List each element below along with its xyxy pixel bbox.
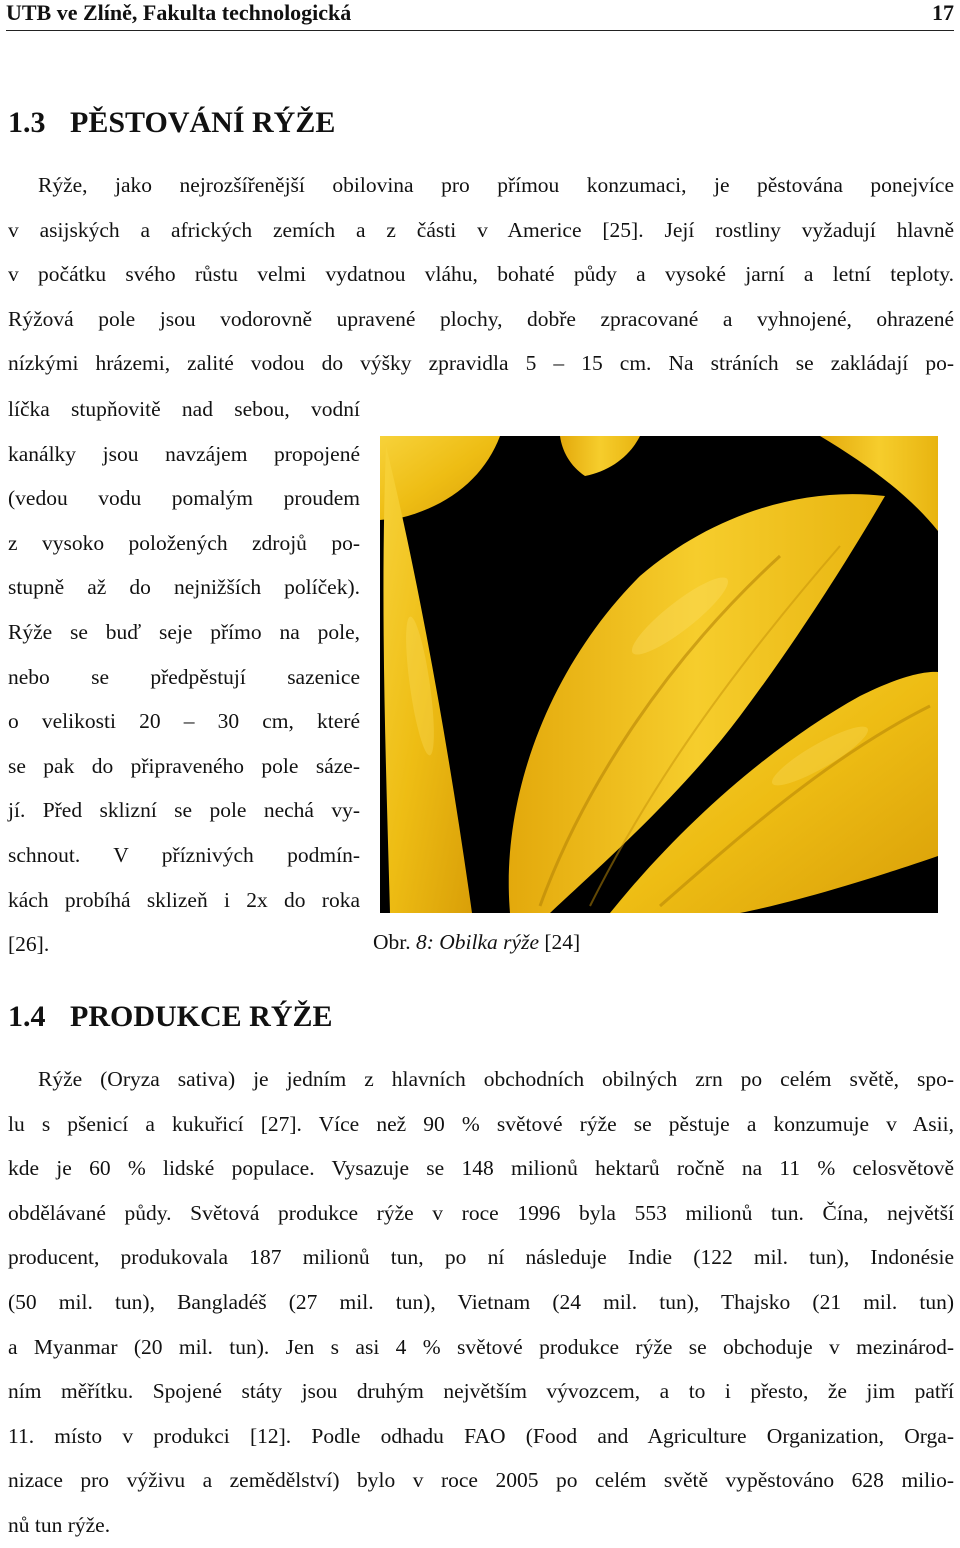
caption-reference: [24] — [544, 930, 581, 954]
text-line: v asijských a afrických zemích a z části v Americe [25]. Její rostliny vyžadují hlavně — [8, 217, 954, 242]
rice-grain-figure — [380, 436, 938, 913]
text-line: v počátku svého růstu velmi vydatnou vláhu, bohaté půdy a vysoké jarní a letní teploty. — [8, 262, 954, 287]
page-header — [6, 0, 954, 31]
text-line: jí. Před sklizní se pole nechá vy- — [8, 798, 360, 823]
section-heading-1-4 — [8, 1000, 333, 1034]
text-line: Rýžová pole jsou vodorovně upravené plochy, dobře zpracované a vyhnojené, ohrazené — [8, 306, 954, 331]
text-line: o velikosti 20 – 30 cm, které — [8, 709, 360, 734]
text-line: nů tun rýže. — [8, 1512, 111, 1537]
caption-prefix: Obr. — [373, 930, 411, 954]
text-line: obdělávané půdy. Světová produkce rýže v roce 1996 byla 553 milionů tun. Čína, největší — [8, 1200, 954, 1225]
text-line: (50 mil. tun), Bangladéš (27 mil. tun), Vietnam (24 mil. tun), Thajsko (21 mil. tun) — [8, 1289, 954, 1314]
figure-caption — [373, 920, 580, 965]
text-line: ním měřítku. Spojené státy jsou druhým největším vývozcem, a to i přesto, že jim patří — [8, 1379, 954, 1404]
text-line: Rýže se buď seje přímo na pole, — [8, 619, 360, 644]
text-line: kách probíhá sklizeň i 2x do roka — [8, 887, 360, 912]
section1-paragraph — [8, 163, 954, 386]
text-line: nizace pro výživu a zemědělství) bylo v roce 2005 po celém světě vypěstováno 628 milio- — [8, 1468, 954, 1493]
text-line: lu s pšenicí a kukuřicí [27]. Více než 90 % světové rýže se pěstuje a konzumuje v Asii, — [8, 1111, 954, 1136]
text-line: kanálky jsou navzájem propojené — [8, 441, 360, 466]
section-heading-1-3 — [8, 106, 335, 140]
section-number: 1.4 — [8, 1000, 46, 1033]
text-line: Rýže, jako nejrozšířenější obilovina pro přímou konzumaci, je pěstována ponejvíce — [38, 173, 954, 197]
text-line: Rýže (Oryza sativa) je jedním z hlavních obchodních obilných zrn po celém světě, spo- — [38, 1067, 954, 1091]
text-line: schnout. V příznivých podmín- — [8, 842, 360, 867]
text-line: stupně až do nejnižších políček). — [8, 575, 360, 600]
section2-paragraph — [8, 1057, 954, 1548]
text-line: kde je 60 % lidské populace. Vysazuje se 148 milionů hektarů ročně na 11 % celosvětově — [8, 1156, 954, 1181]
page-number: 17 — [932, 0, 954, 25]
text-line: se pak do připraveného pole sáze- — [8, 753, 360, 778]
header-institution: UTB ve Zlíně, Fakultа technologická — [6, 0, 352, 25]
section1-wrapped-text — [8, 387, 360, 967]
caption-title: 8: Obilka rýže — [416, 930, 539, 954]
text-line: nebo se předpěstují sazenice — [8, 664, 360, 689]
section-title: PRODUKCE RÝŽE — [70, 1000, 333, 1033]
text-line: producent, produkovala 187 milionů tun, po ní následuje Indie (122 mil. tun), Indonésie — [8, 1245, 954, 1270]
text-line: z vysoko položených zdrojů po- — [8, 530, 360, 555]
text-line: líčka stupňovitě nad sebou, vodní — [8, 397, 360, 421]
text-line: nízkými hrázemi, zalité vodou do výšky zpravidla 5 – 15 cm. Na stráních se zakládají po- — [8, 351, 954, 376]
text-line: a Myanmar (20 mil. tun). Jen s asi 4 % světové produkce rýže se obchoduje v mezinárod- — [8, 1334, 954, 1359]
text-line: (vedou vodu pomalým proudem — [8, 486, 360, 511]
rice-grain-image — [380, 436, 938, 913]
text-line: [26]. — [8, 932, 50, 957]
section-title: PĚSTOVÁNÍ RÝŽE — [70, 106, 336, 139]
text-line: 11. místo v produkci [12]. Podle odhadu FAO (Food and Agriculture Organization, Orga- — [8, 1423, 954, 1448]
section-number: 1.3 — [8, 106, 46, 139]
